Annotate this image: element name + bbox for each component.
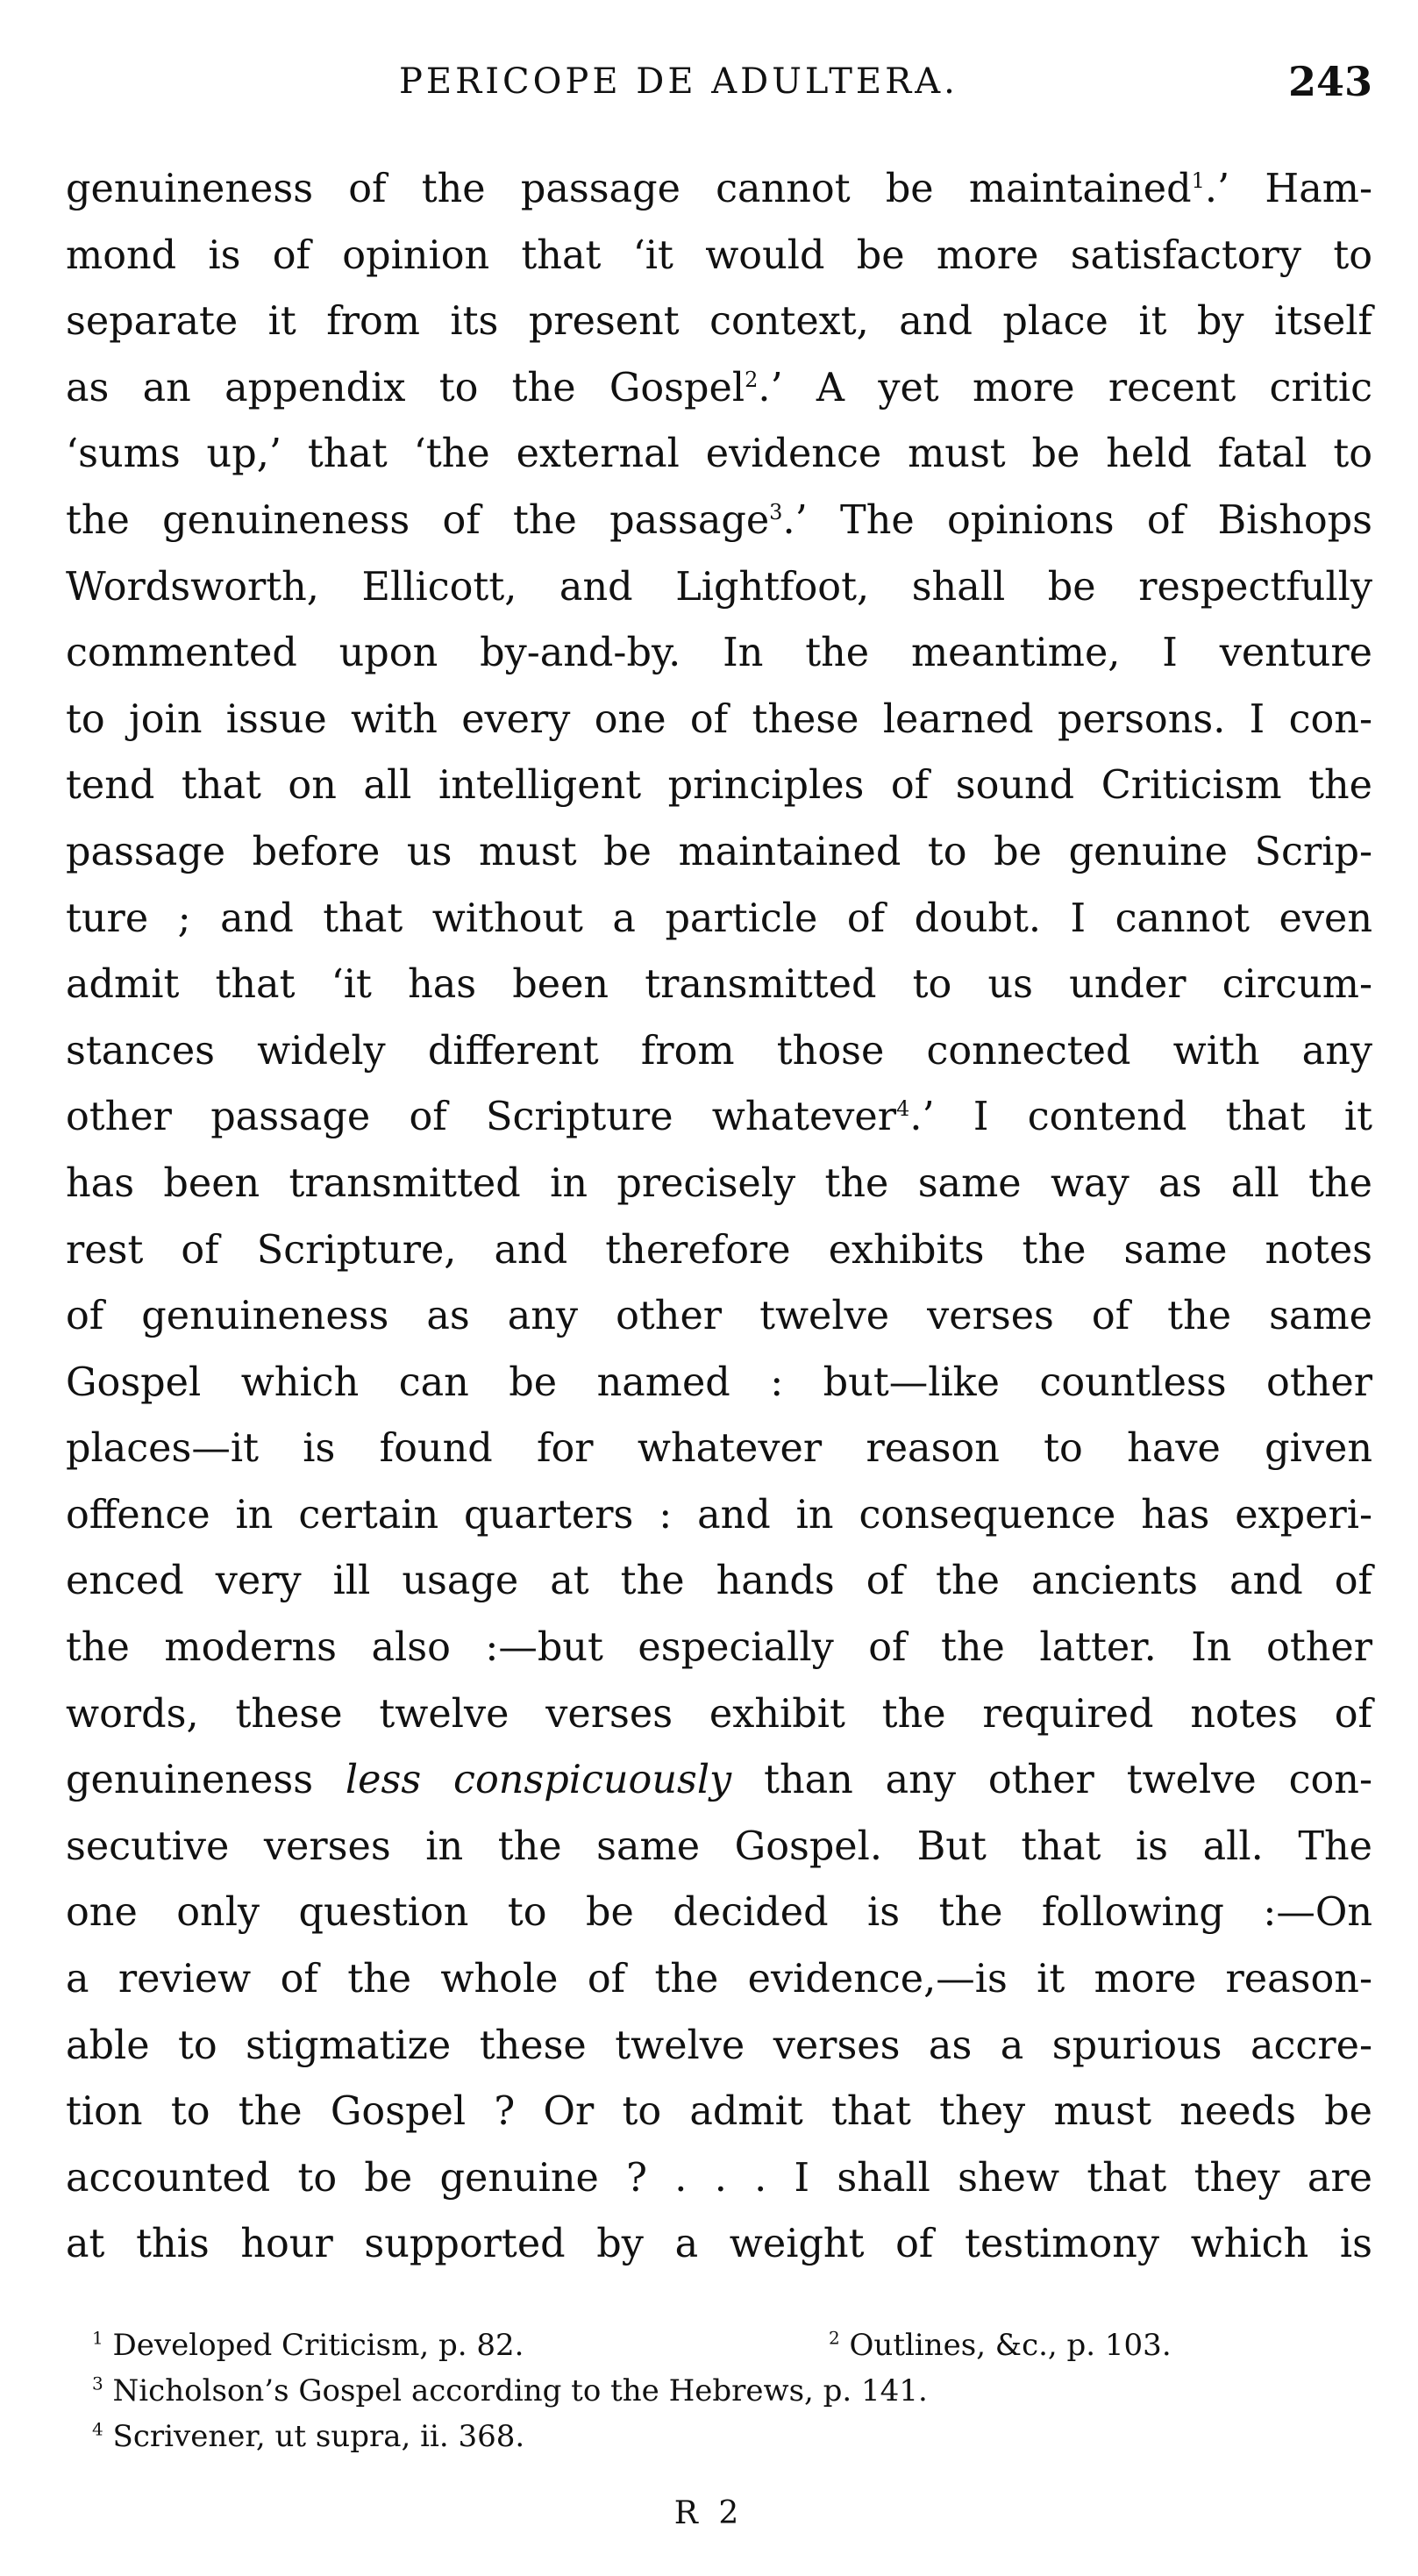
footnote-ref: 3 (769, 500, 783, 525)
text-line: tion to the Gospel ? Or to admit that they must needs be (66, 2089, 1372, 2135)
signature-mark: R 2 (673, 2495, 745, 2531)
text-line: separate it from its present context, and place it by itself (66, 299, 1372, 345)
text-line: a review of the whole of the evidence,—is it more reason- (66, 1957, 1372, 2002)
text-line: rest of Scripture, and therefore exhibits the same notes (66, 1227, 1372, 1273)
text-line: mond is of opinion that ‘it would be more satisfactory to (66, 232, 1372, 278)
text-line: Wordsworth, Ellicott, and Lightfoot, shall be respectfully (66, 564, 1372, 610)
text-line: admit that ‘it has been transmitted to us under circum- (66, 962, 1372, 1008)
text-line: places—it is found for whatever reason to have given (66, 1426, 1372, 1472)
text-line: stances widely different from those connected with any (66, 1028, 1372, 1074)
text-line: one only question to be decided is the following :—On (66, 1890, 1372, 1936)
text-line: words, these twelve verses exhibit the required notes of (66, 1691, 1372, 1737)
footnote-ref: 2 (745, 367, 759, 392)
footnotes (66, 2323, 1372, 2459)
text-line: accounted to be genuine ? . . . I shall shew that they are (66, 2155, 1372, 2201)
footnote-3: $^3$ Nicholson’s Gospel according to the Hebrews, p. 141. (92, 2373, 928, 2408)
text-line: ture ; and that without a particle of doubt. I cannot even (66, 896, 1372, 941)
text-line: able to stigmatize these twelve verses as a spurious accre- (66, 2023, 1372, 2068)
text-line: has been transmitted in precisely the same way as all the (66, 1160, 1372, 1206)
text-line: genuineness less conspicuously than any other twelve con- (66, 1758, 1372, 1803)
text-line: secutive verses in the same Gospel. But that is all. The (66, 1823, 1372, 1869)
footnote-1: $^1$ Developed Criticism, p. 82. (92, 2327, 524, 2363)
footnote-ref: 1 (1191, 168, 1205, 194)
text-line: genuineness of the passage cannot be maintained$^1$.’ Ham- (66, 167, 1372, 211)
running-title: PERICOPE DE ADULTERA. (399, 61, 958, 102)
text-line: the genuineness of the passage$^3$.’ The opinions of Bishops (66, 497, 1372, 543)
text-line: passage before us must be maintained to be genuine Scrip- (66, 829, 1372, 874)
page-number: 243 (1287, 58, 1372, 105)
text-line: offence in certain quarters : and in consequence has experi- (66, 1492, 1372, 1538)
italic-phrase: less conspicuously (345, 1758, 732, 1803)
text-line: as an appendix to the Gospel$^2$.’ A yet more recent critic (66, 365, 1372, 410)
text-line: of genuineness as any other twelve verses of the same (66, 1294, 1372, 1339)
main-text (66, 156, 1372, 2278)
text-line: Gospel which can be named : but—like countless other (66, 1359, 1372, 1405)
text-line: tend that on all intelligent principles of sound Criticism the (66, 763, 1372, 809)
page-header (66, 51, 1372, 112)
text-line: the moderns also :—but especially of the latter. In other (66, 1625, 1372, 1671)
text-line: to join issue with every one of these learned persons. I con- (66, 696, 1372, 742)
footnote-ref: 4 (896, 1096, 910, 1122)
footnote-2: $^2$ Outlines, &c., p. 103. (829, 2327, 1172, 2363)
text-line: at this hour supported by a weight of testimony which is (66, 2222, 1372, 2267)
text-line: other passage of Scripture whatever$^4$.’ I contend that it (66, 1095, 1372, 1140)
text-line: ‘sums up,’ that ‘the external evidence must be held fatal to (66, 432, 1372, 477)
footnote-4: $^4$ Scrivener, ut supra, ii. 368. (92, 2418, 525, 2454)
text-line: commented upon by-and-by. In the meantime, I venture (66, 631, 1372, 676)
text-line: enced very ill usage at the hands of the ancients and of (66, 1559, 1372, 1604)
